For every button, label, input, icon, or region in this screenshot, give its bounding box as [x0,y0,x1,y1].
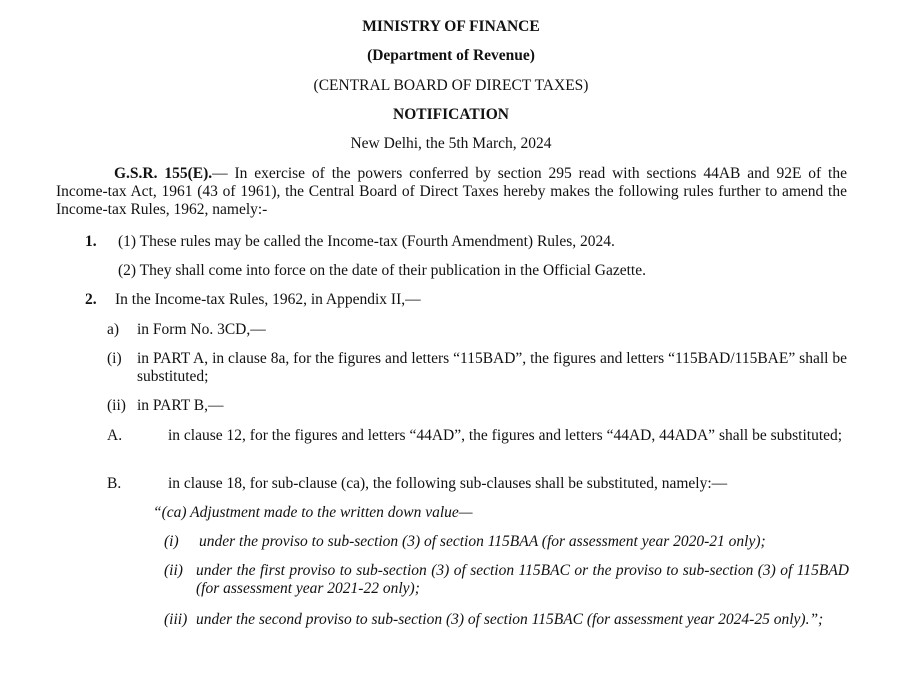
para2-number: 2. [85,291,97,308]
gsr-number: G.S.R. 155(E). [114,165,213,182]
quote-item-ii-text: under the first proviso to sub-section (3) of section 115BAC or the proviso to sub-section (3) of 115BAD (for assessment year 2021-22 only); [196,562,849,597]
preamble-text: — In exercise of the powers conferred by section 295 read with sections 44AB and 92E of the Income-tax Act, 1961 (43 of 1961), the Central Board of Direct Taxes hereby makes the following rules further to amend the Income-tax Rules, 1962, namely:- [56,165,847,218]
quote-item-iii-text: under the second proviso to sub-section (3) of section 115BAC (for assessment year 2024-25 only).”; [196,611,824,628]
board-heading: (CENTRAL BOARD OF DIRECT TAXES) [313,77,589,94]
clause-B-text: in clause 18, for sub-clause (ca), the following sub-clauses shall be substituted, namely:— [168,475,728,492]
quote-heading: “(ca) Adjustment made to the written down value— [153,504,473,521]
clause-B-label: B. [107,475,122,492]
clause-A-label: A. [107,427,123,444]
para1-number: 1. [85,233,97,250]
para2-text: In the Income-tax Rules, 1962, in Appendix II,— [115,291,421,308]
notification-title: NOTIFICATION [393,106,509,123]
place-date-text: New Delhi, the 5th March, 2024 [350,135,552,152]
para1-sub1: (1) These rules may be called the Income-tax (Fourth Amendment) Rules, 2024. [118,233,615,250]
department-heading: (Department of Revenue) [367,47,535,64]
clause-a-label: a) [107,321,120,338]
clause-ii-label: (ii) [107,397,126,414]
clause-i-label: (i) [107,350,122,367]
place-date [0,135,902,153]
ministry-heading: MINISTRY OF FINANCE [362,18,540,35]
quote-item-i-text: under the proviso to sub-section (3) of section 115BAA (for assessment year 2020-21 only); [199,533,766,550]
quote-item-ii-label: (ii) [164,562,183,579]
clause-a-text: in Form No. 3CD,— [137,321,266,338]
clause-i-text: in PART A, in clause 8a, for the figures and letters “115BAD”, the figures and letters “115BAD/115BAE” shall be substituted; [137,350,847,385]
quote-item-iii-label: (iii) [164,611,188,628]
clause-ii-text: in PART B,— [137,397,224,414]
para1-sub2: (2) They shall come into force on the date of their publication in the Official Gazette. [118,262,646,279]
quote-item-i-label: (i) [164,533,179,550]
clause-A-text: in clause 12, for the figures and letters “44AD”, the figures and letters “44AD, 44ADA” shall be substituted; [168,427,843,444]
preamble-paragraph [56,165,847,219]
